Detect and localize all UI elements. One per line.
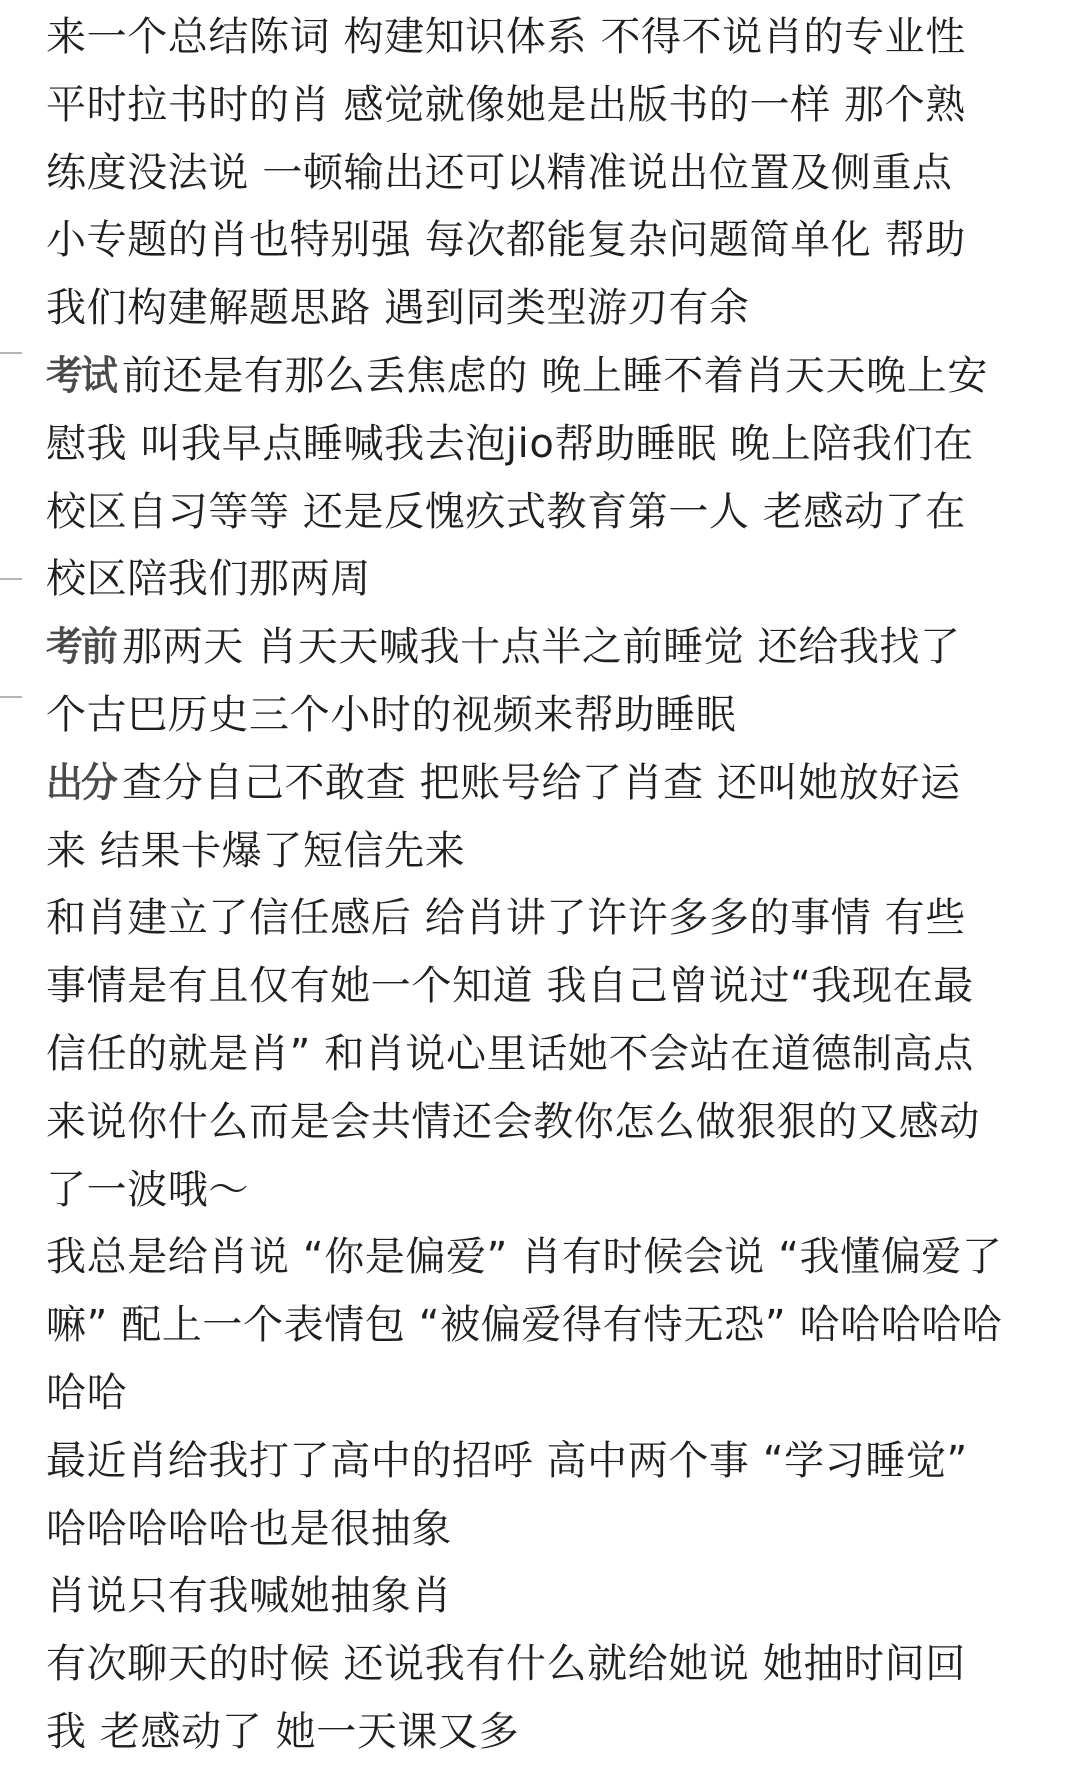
paragraph-favoritism — [46, 1224, 1056, 1427]
edge-mark — [0, 352, 22, 354]
text-line: 肖说只有我喊她抽象肖 — [46, 1573, 452, 1620]
text-line: 嘛” 配上一个表情包 “被偏爱得有恃无恐” 哈哈哈哈哈 — [46, 1302, 1003, 1349]
paragraph-before-exam — [46, 343, 1056, 614]
text-line: 信任的就是肖” 和肖说心里话她不会站在道德制高点 — [46, 1030, 974, 1077]
text-line: 哈哈哈哈哈也是很抽象 — [46, 1505, 452, 1552]
text-line: 来说你什么而是会共情还会教你怎么做狠狠的又感动 — [46, 1098, 980, 1145]
smudged-lead-text: 考前 — [46, 624, 116, 671]
text-line: 来一个总结陈词 构建知识体系 不得不说肖的专业性 — [46, 14, 966, 60]
text-line: 有次聊天的时候 还说我有什么就给她说 她抽时间回 — [46, 1641, 966, 1688]
text-line-rest: 那两天 肖天天喊我十点半之前睡觉 还给我找了 — [122, 624, 961, 671]
text-line: 哈哈 — [46, 1369, 128, 1416]
smudged-lead-text: 出分 — [46, 759, 116, 806]
text-line: 平时拉书时的肖 感觉就像她是出版书的一样 那个熟 — [46, 81, 966, 128]
text-line — [46, 750, 1056, 818]
text-line: 事情是有且仅有她一个知道 我自己曾说过“我现在最 — [46, 963, 974, 1010]
text-line-rest: 查分自己不敢查 把账号给了肖查 还叫她放好运 — [122, 759, 961, 806]
text-line: 我 老感动了 她一天课又多 — [46, 1708, 520, 1755]
paragraph-abstract — [46, 1563, 1056, 1631]
text-line: 和肖建立了信任感后 给肖讲了许许多多的事情 有些 — [46, 895, 966, 942]
paragraph-check-score — [46, 750, 1056, 886]
text-line: 慰我 叫我早点睡喊我去泡jio帮助睡眠 晚上陪我们在 — [46, 420, 974, 467]
text-line-rest: 前还是有那么丢焦虑的 晚上睡不着肖天天晚上安 — [122, 352, 988, 399]
text-line: 小专题的肖也特别强 每次都能复杂问题简单化 帮助 — [46, 217, 966, 264]
paragraph-trust — [46, 885, 1056, 1224]
paragraph-high-school — [46, 1428, 1056, 1564]
text-line: 校区自习等等 还是反愧疚式教育第一人 老感动了在 — [46, 488, 966, 535]
paragraph-two-days-before — [46, 614, 1056, 682]
edge-mark — [0, 696, 22, 698]
text-line: 来 结果卡爆了短信先来 — [46, 827, 466, 874]
text-line — [46, 614, 1056, 682]
text-line: 个古巴历史三个小时的视频来帮助睡眠 — [46, 691, 737, 738]
text-line: 了一波哦～ — [46, 1166, 249, 1213]
paragraph-chat — [46, 1631, 1056, 1767]
smudged-lead-text: 考试 — [46, 352, 116, 399]
paragraph-video — [46, 682, 1056, 750]
text-line: 最近肖给我打了高中的招呼 高中两个事 “学习睡觉” — [46, 1437, 968, 1484]
text-line: 校区陪我们那两周 — [46, 556, 371, 603]
text-line: 练度没法说 一顿输出还可以精准说出位置及侧重点 — [46, 149, 953, 196]
text-line — [46, 343, 1056, 411]
edge-mark — [0, 578, 22, 580]
text-line: 我们构建解题思路 遇到同类型游刃有余 — [46, 285, 750, 332]
paragraph-summary — [46, 4, 1056, 343]
post-body-text — [46, 4, 1056, 1767]
text-line: 我总是给肖说 “你是偏爱” 肖有时候会说 “我懂偏爱了 — [46, 1234, 1003, 1281]
